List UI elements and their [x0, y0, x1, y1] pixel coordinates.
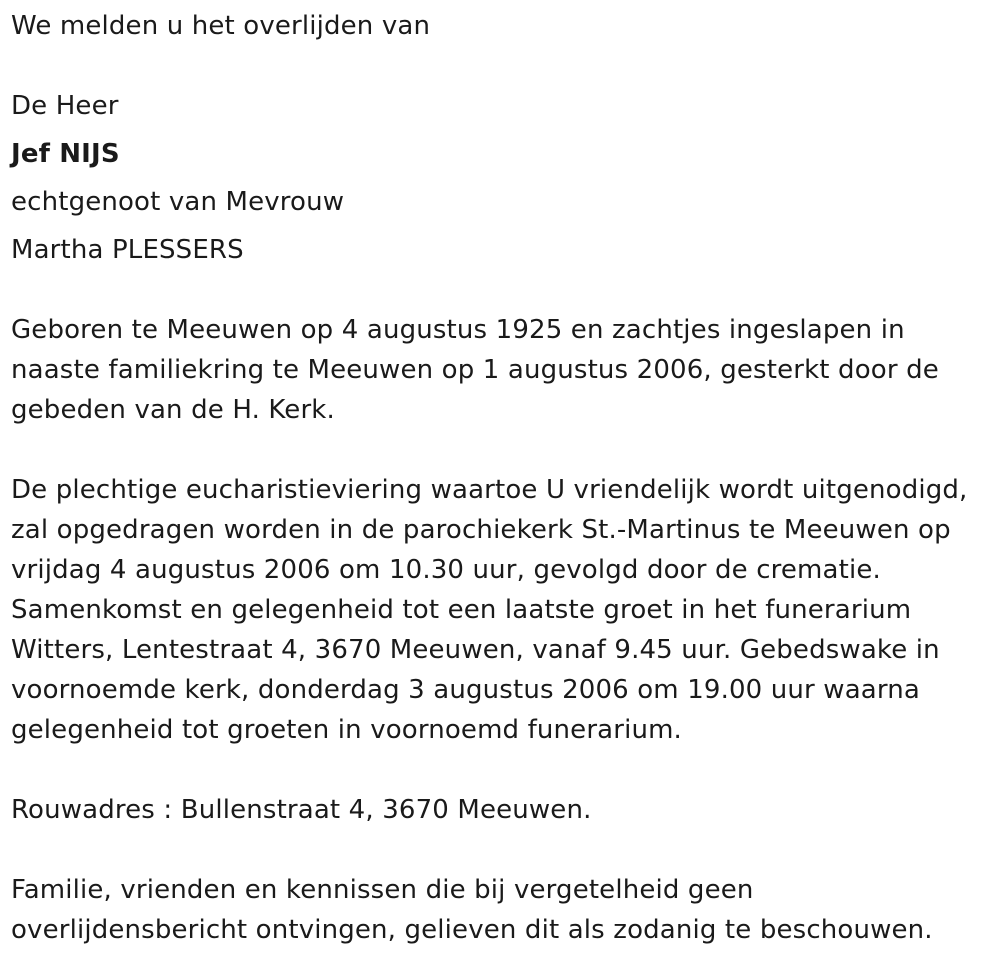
birth-paragraph — [11, 310, 939, 430]
paragraph-line: voornoemde kerk, donderdag 3 augustus 2006 om 19.00 uur waarna — [11, 675, 920, 705]
paragraph-line: vrijdag 4 augustus 2006 om 10.30 uur, gevolgd door de crematie. — [11, 555, 881, 585]
paragraph-line: gelegenheid tot groeten in voornoemd funerarium. — [11, 715, 682, 745]
paragraph-line: gebeden van de H. Kerk. — [11, 395, 335, 425]
paragraph-line: naaste familiekring te Meeuwen op 1 augustus 2006, gesterkt door de — [11, 355, 939, 385]
paragraph-line: Samenkomst en gelegenheid tot een laatste groet in het funerarium — [11, 595, 912, 625]
paragraph-line: Witters, Lentestraat 4, 3670 Meeuwen, vanaf 9.45 uur. Gebedswake in — [11, 635, 940, 665]
family-paragraph — [11, 870, 933, 950]
paragraph-line: Familie, vrienden en kennissen die bij vergetelheid geen — [11, 875, 754, 905]
address-paragraph — [11, 790, 592, 830]
deceased-title: De Heer — [11, 91, 119, 121]
paragraph-line: De plechtige eucharistieviering waartoe U vriendelijk wordt uitgenodigd, — [11, 475, 968, 505]
spouse-line-1: echtgenoot van Mevrouw — [11, 187, 345, 217]
spouse-line-2: Martha PLESSERS — [11, 235, 244, 265]
paragraph-line: zal opgedragen worden in de parochiekerk St.-Martinus te Meeuwen op — [11, 515, 951, 545]
intro-text: We melden u het overlijden van — [11, 11, 431, 41]
ceremony-paragraph — [11, 470, 967, 750]
deceased-name: Jef NIJS — [11, 139, 120, 169]
paragraph-line: Rouwadres : Bullenstraat 4, 3670 Meeuwen. — [11, 795, 592, 825]
paragraph-line: Geboren te Meeuwen op 4 augustus 1925 en zachtjes ingeslapen in — [11, 315, 905, 345]
paragraph-line: overlijdensbericht ontvingen, gelieven dit als zodanig te beschouwen. — [11, 915, 933, 945]
